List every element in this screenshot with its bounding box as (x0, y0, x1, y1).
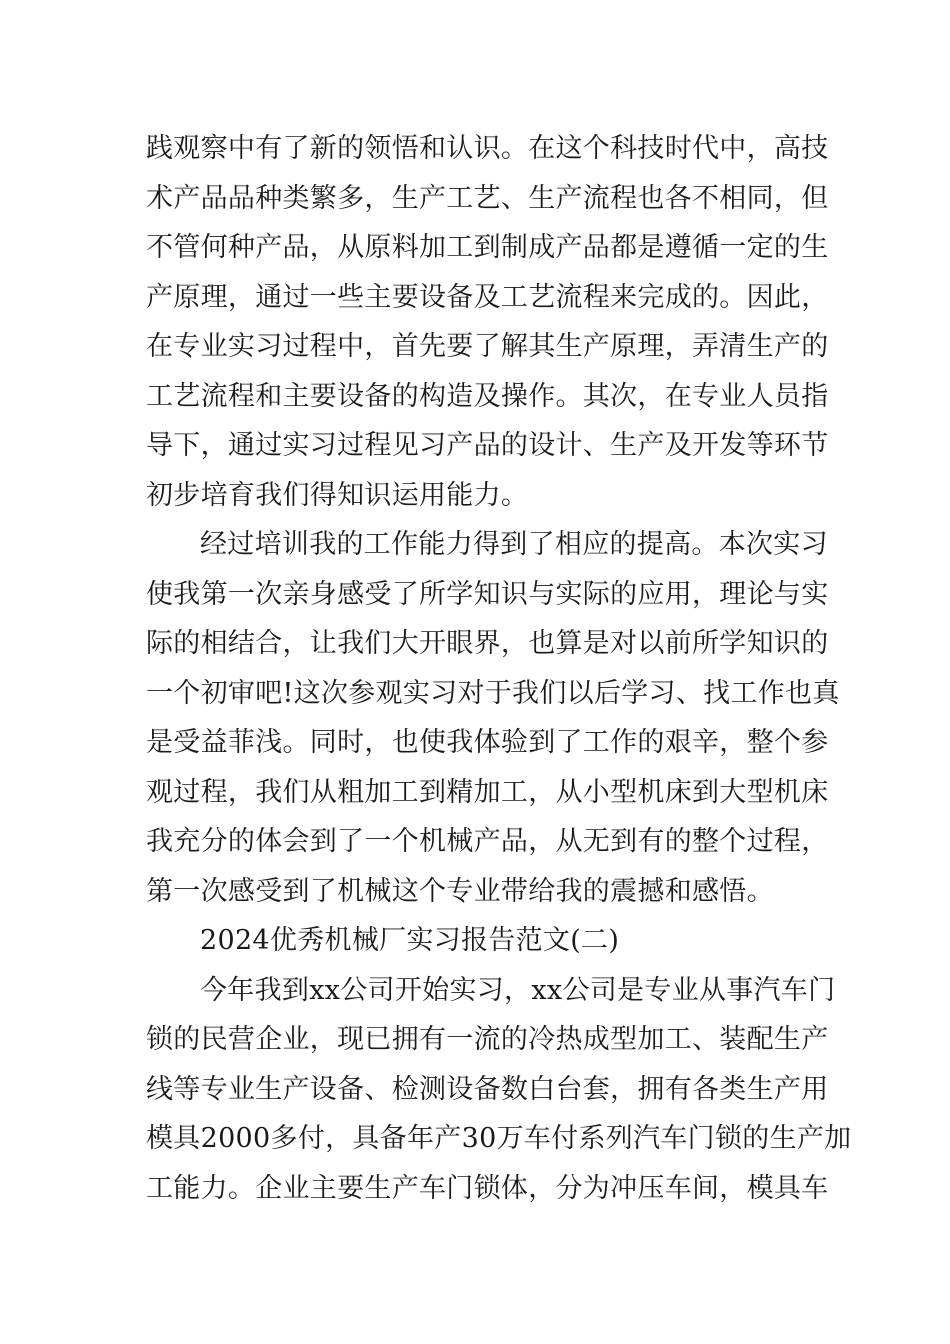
text-line: 际的相结合，让我们大开眼界，也算是对以前所学知识的 (146, 628, 829, 659)
text-line: 导下，通过实习过程见习产品的设计、生产及开发等环节 (146, 430, 829, 461)
text-line: 观过程，我们从粗加工到精加工，从小型机床到大型机床 (146, 776, 829, 808)
paragraph-1 (146, 124, 829, 520)
text-line: 一个初审吧!这次参观实习对于我们以后学习、找工作也真 (146, 677, 840, 709)
text-line: 今年我到xx公司开始实习，xx公司是专业从事汽车门 (200, 974, 836, 1006)
text-line: 模具2000多付，具备年产30万车付系列汽车门锁的生产加 (146, 1123, 852, 1154)
section-heading: 2024优秀机械厂实习报告范文(二) (200, 925, 620, 956)
text-line: 工艺流程和主要设备的构造及操作。其次，在专业人员指 (146, 380, 829, 412)
text-line: 锁的民营企业，现已拥有一流的冷热成型加工、装配生产 (146, 1024, 829, 1055)
paragraph-2 (146, 520, 840, 916)
paragraph-3 (146, 966, 852, 1214)
text-line: 经过培训我的工作能力得到了相应的提高。本次实习 (200, 529, 828, 560)
text-line: 是受益菲浅。同时，也使我体验到了工作的艰辛，整个参 (146, 727, 829, 758)
text-line: 工能力。企业主要生产车门锁体，分为冲压车间，模具车 (146, 1172, 829, 1204)
text-line: 践观察中有了新的领悟和认识。在这个科技时代中，高技 (146, 133, 829, 164)
text-line: 不管何种产品，从原料加工到制成产品都是遵循一定的生 (146, 232, 829, 263)
text-line: 我充分的体会到了一个机械产品，从无到有的整个过程， (146, 826, 829, 857)
text-line: 在专业实习过程中，首先要了解其生产原理，弄清生产的 (146, 331, 829, 362)
text-line: 使我第一次亲身感受了所学知识与实际的应用，理论与实 (146, 578, 829, 610)
document-body (146, 124, 852, 1213)
text-line: 第一次感受到了机械这个专业带给我的震撼和感悟。 (146, 875, 774, 907)
text-line: 初步培育我们得知识运用能力。 (146, 479, 529, 511)
text-line: 产原理，通过一些主要设备及工艺流程来完成的。因此， (146, 281, 829, 313)
text-line: 线等专业生产设备、检测设备数白台套，拥有各类生产用 (146, 1073, 829, 1105)
text-line: 术产品品种类繁多，生产工艺、生产流程也各不相同，但 (146, 182, 829, 214)
